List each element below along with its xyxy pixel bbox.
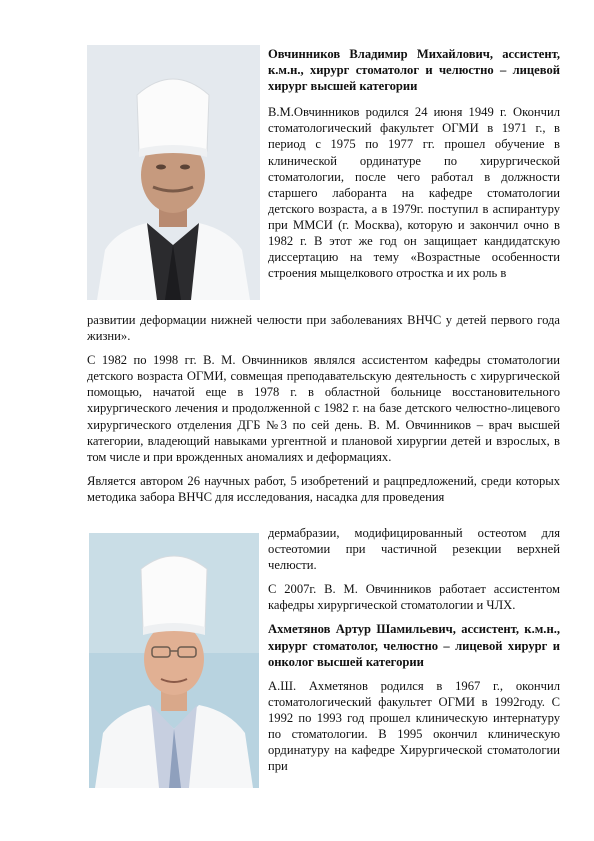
bio1-wide-block — [87, 312, 560, 505]
portrait-photo-ovchinnikov — [87, 45, 260, 300]
bio1-heading: Овчинников Владимир Михайлович, ассистент, к.м.н., хирург стоматолог и челюстно – лицевой хирург высшей категории — [268, 47, 560, 94]
bio2-heading: Ахметянов Артур Шамильевич, ассистент, к.м.н., хирург стоматолог, челюстно – лицевой хирург и онколог высшей категории — [268, 622, 560, 669]
bio1-paragraph-1: В.М.Овчинников родился 24 июня 1949 г. Окончил стоматологический факультет ОГМИ в 1971 г., в период с 1975 по 1977 гг. прошел обучение в клинической ординатуре по хирургической стоматологии, после чего работал в должности старшего лаборанта на кафедре стоматологии детского возраста, а в 1979г. поступил в аспирантуру при ММСИ (г. Москва), которую и закончил очно в 1982 г. В этот же год он защищает кандидатскую диссертацию на тему «Возрастные особенности строения мыщелкового отростка и их роль в — [268, 105, 560, 281]
portrait-photo-akhmetyanov — [89, 533, 259, 788]
bio2-paragraph-1: А.Ш. Ахметянов родился в 1967 г., окончил стоматологический факультет ОГМИ в 1992году. С 1992 по 1993 год прошел клиническую интернатуру по стоматологии. В 1995 окончил клиническую ординатуру на кафедре Хирургической стоматологии при — [268, 678, 560, 774]
bio1-paragraph-3-continuation: дермабразии, модифицированный остеотом для остеотомии при частичной резекции верхней челюсти. — [268, 526, 560, 573]
bio2-side-column — [268, 525, 560, 774]
bio1-paragraph-3-start: Является автором 26 научных работ, 5 изобретений и рацпредложений, среди которых методика забора ВНЧС для исследования, насадка для проведения — [87, 473, 560, 504]
bio1-paragraph-4: С 2007г. В. М. Овчинников работает ассистентом кафедры хирургической стоматологии и ЧЛХ. — [268, 582, 560, 613]
bio1-paragraph-2: С 1982 по 1998 гг. В. М. Овчинников являлся ассистентом кафедры стоматологии детского возраста ОГМИ, совмещая преподавательскую деятельность с хирургической помощью, начатой еще в 1978 г. в областной больнице восстановительного хирургического лечения и продолженной с 1982 г. на базе детского челюстно-лицевого хирургического отделения ДГБ №3 по сей день. В. М. Овчинников – врач высшей категории, владеющий навыками ургентной и плановой хирургии детей и взрослых, в том числе и при врожденных аномалиях и деформациях. — [87, 353, 560, 464]
bio1-side-column — [268, 46, 560, 281]
bio1-paragraph-1-continuation: развитии деформации нижней челюсти при заболеваниях ВНЧС у детей первого года жизни». — [87, 313, 560, 344]
